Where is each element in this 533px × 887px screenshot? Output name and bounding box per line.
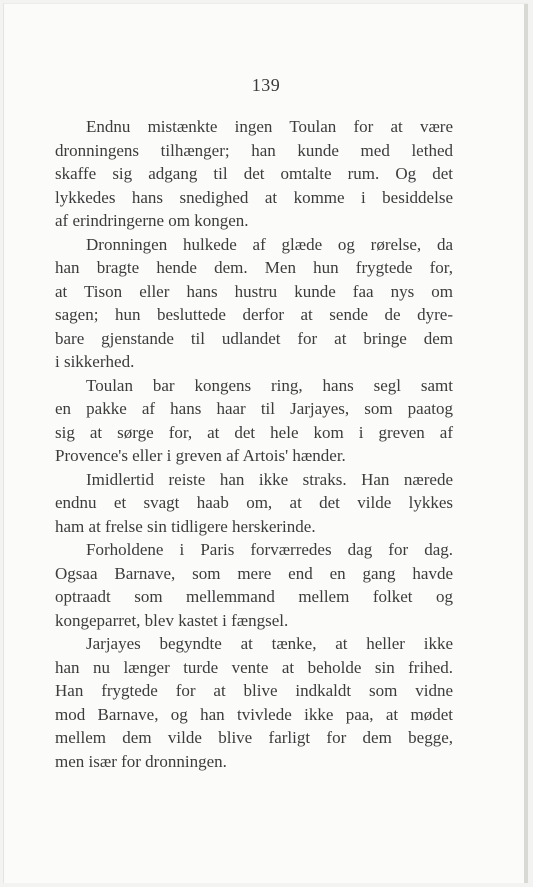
text-line: en pakke af hans haar til Jarjayes, som paatog (55, 399, 453, 418)
text-line: af erindringerne om kongen. (55, 211, 249, 230)
text-line: han nu længer turde vente at beholde sin frihed. (55, 657, 453, 677)
text-line: optraadt som mellemmand mellem folket og (55, 587, 453, 606)
text-line: Endnu mistænkte ingen Toulan for at være (86, 117, 453, 136)
text-line: Han frygtede for at blive indkaldt som vidne (55, 681, 453, 700)
text-line: dronningens tilhænger; han kunde med lethed (55, 140, 453, 160)
page-edge-shadow (524, 4, 528, 883)
text-line: Jarjayes begyndte at tænke, at heller ikke (86, 634, 453, 653)
text-line: at Tison eller hans hustru kunde faa nys om (55, 281, 453, 301)
text-line: bare gjenstande til udlandet for at bringe dem (55, 328, 453, 348)
text-line: Provence's eller i greven af Artois' hænder. (55, 446, 346, 465)
text-line: mellem dem vilde blive farligt for dem begge, (55, 728, 453, 747)
text-line: kongeparret, blev kastet i fængsel. (55, 610, 289, 630)
text-line: Imidlertid reiste han ikke straks. Han nærede (86, 469, 453, 489)
text-line: han bragte hende dem. Men hun frygtede for, (55, 258, 453, 277)
text-line: Forholdene i Paris forværredes dag for dag. (86, 540, 453, 559)
text-line: endnu et svagt haab om, at det vilde lykkes (55, 493, 453, 512)
text-line: skaffe sig adgang til det omtalte rum. Og det (55, 164, 453, 183)
text-line: mod Barnave, og han tvivlede ikke paa, at mødet (55, 704, 453, 724)
text-line: ham at frelse sin tidligere herskerinde. (55, 516, 316, 536)
page-number: 139 (251, 75, 281, 95)
text-line: i sikkerhed. (55, 352, 135, 371)
text-line: lykkedes hans snedighed at komme i besiddelse (55, 187, 453, 207)
body-text (55, 115, 453, 773)
text-line: Dronningen hulkede af glæde og rørelse, da (86, 234, 453, 254)
book-page (3, 3, 528, 883)
text-line: sig at sørge for, at det hele kom i greven af (55, 422, 453, 442)
text-line: Toulan bar kongens ring, hans segl samt (86, 375, 453, 395)
text-line: Ogsaa Barnave, som mere end en gang havde (55, 563, 453, 583)
text-line: men især for dronningen. (55, 751, 227, 771)
text-line: sagen; hun besluttede derfor at sende de dyre- (55, 305, 453, 324)
